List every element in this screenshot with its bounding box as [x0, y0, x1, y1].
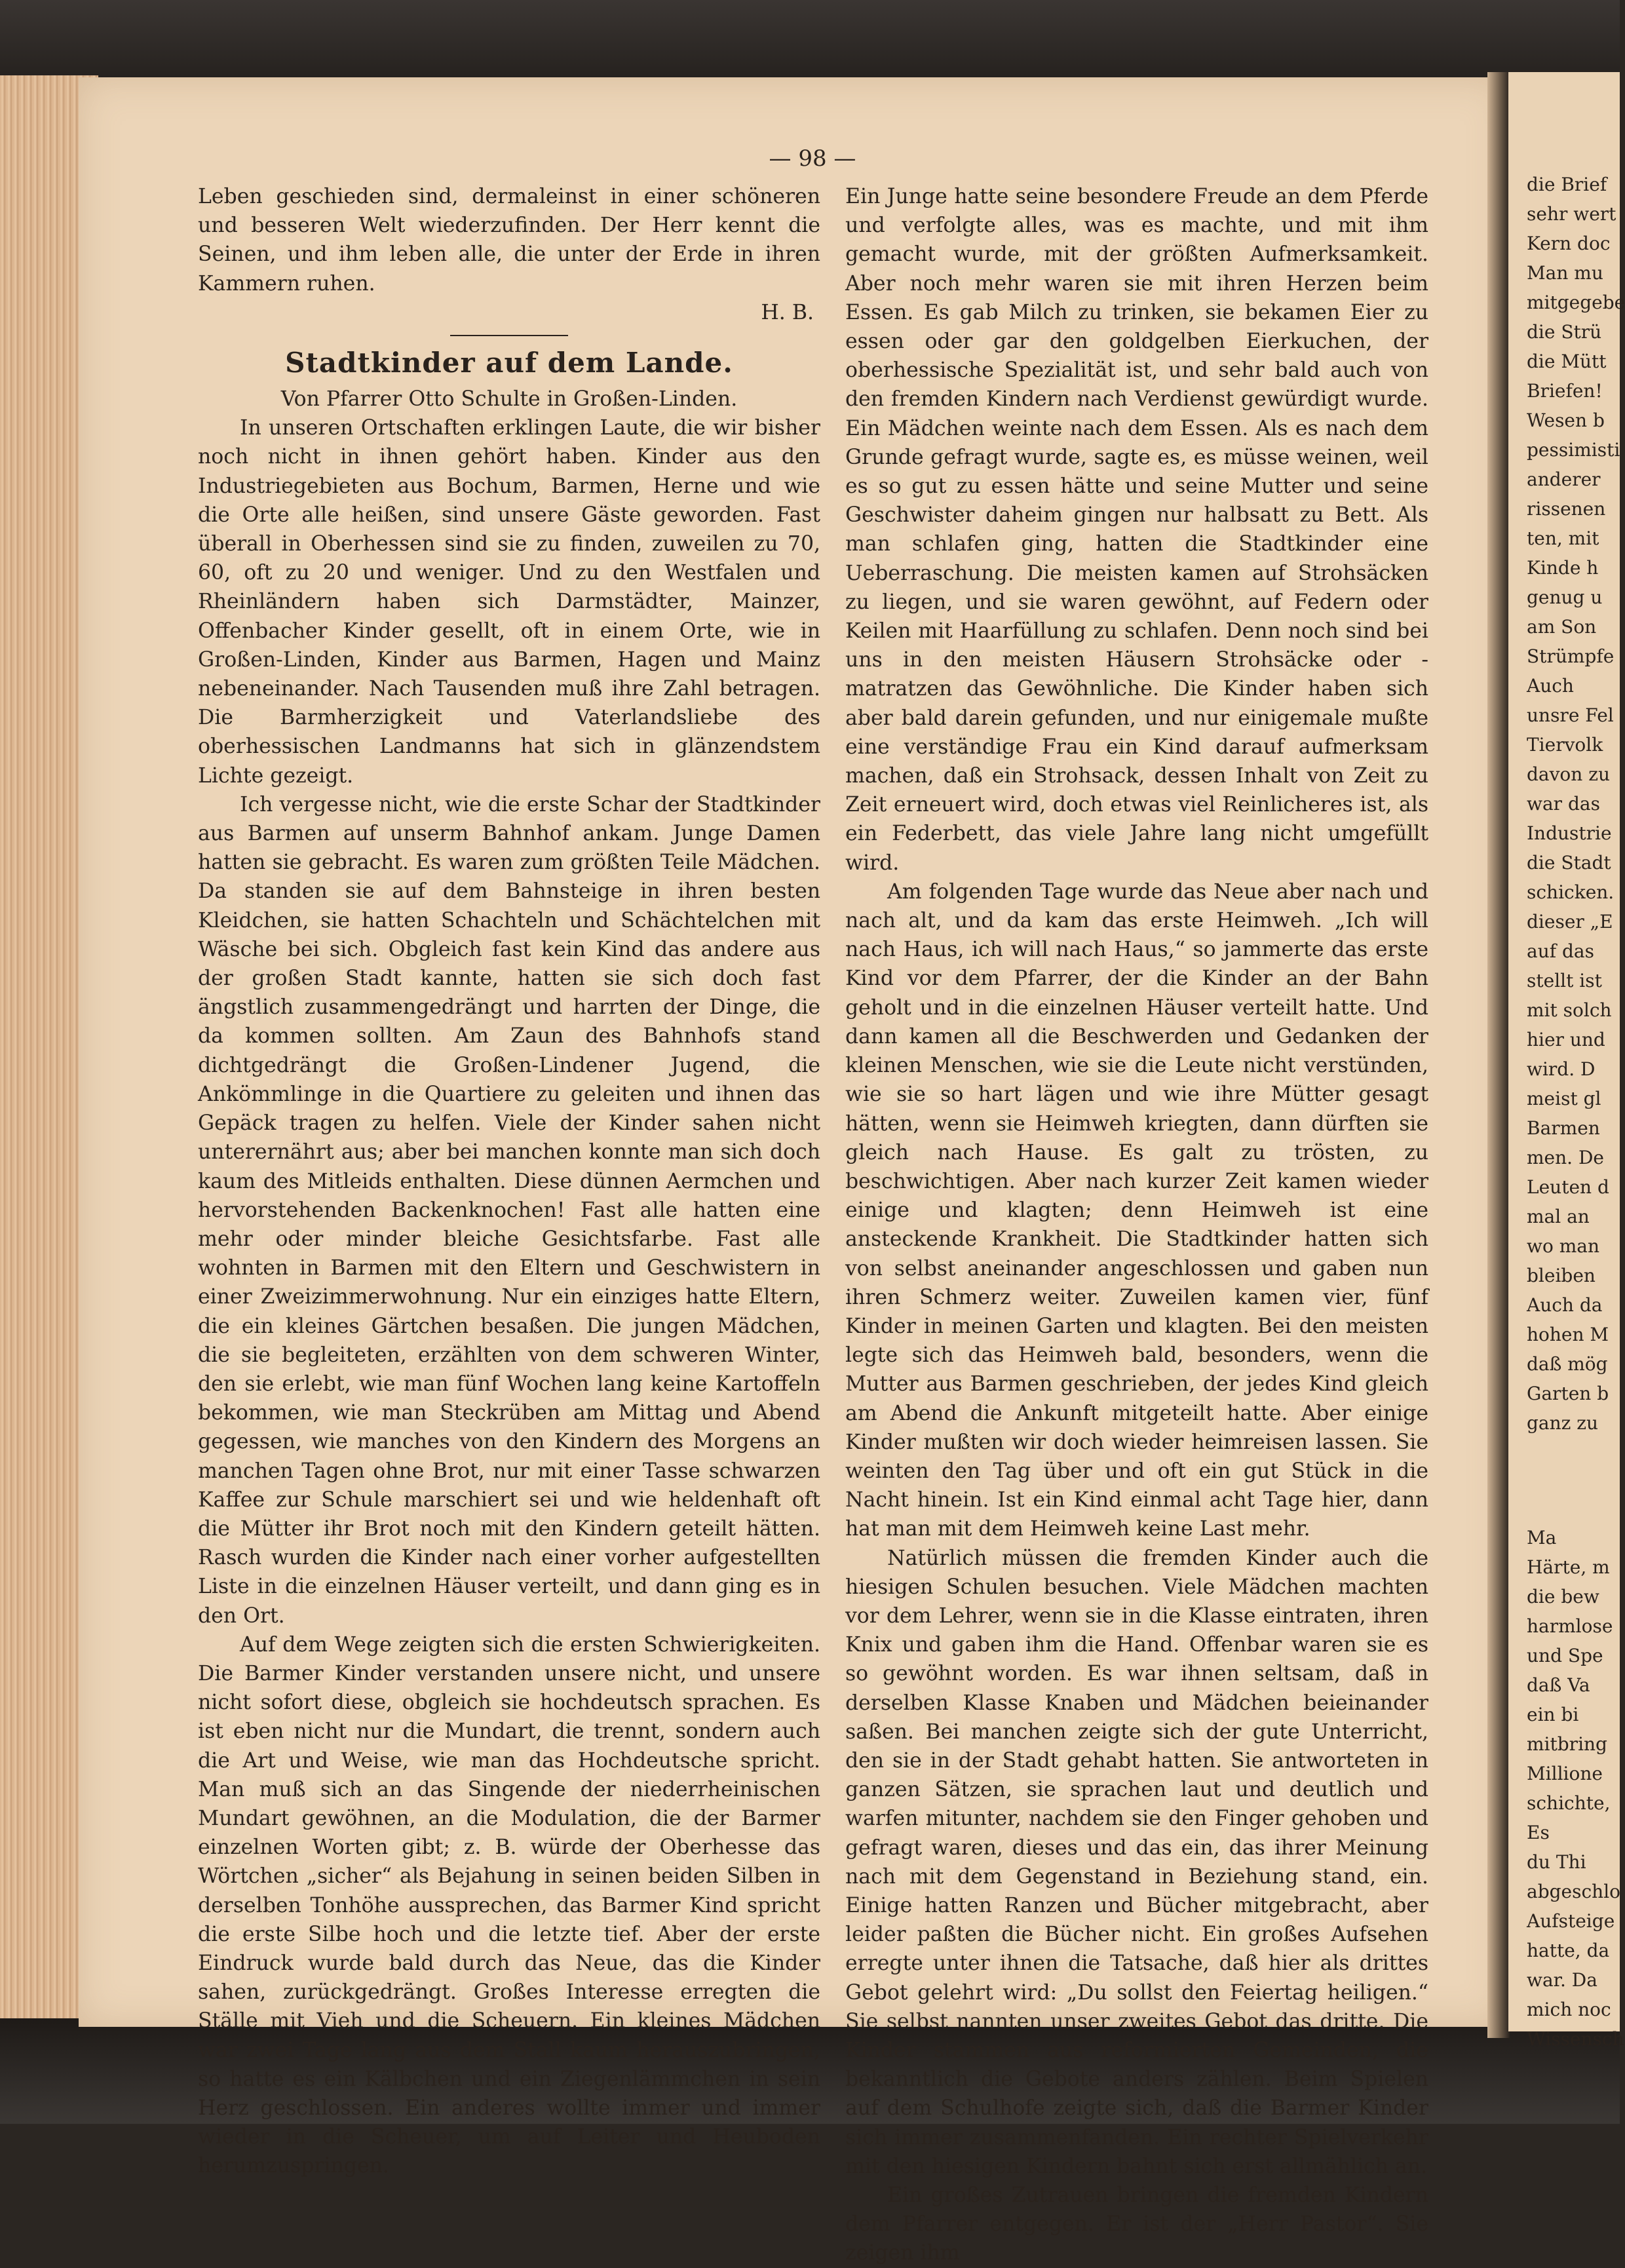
- paragraph: In unseren Ortschaften erklingen Laute, die wir bisher noch nicht in ihnen gehört haben. Kinder aus den Industriegebieten aus Bochum, Barmen, Herne und wie die Orte alle heißen, sind unsere Gäste geworden. Fast überall in Oberhessen sind sie zu finden, zuweilen zu 70, 60, oft zu 20 und weniger. Und zu den Westfalen und Rheinländern haben sich Darmstädter, Mainzer, Offenbacher Kinder gesellt, oft in einem Orte, wie in Großen-Linden, Kinder aus Barmen, Hagen und Mainz nebeneinander. Nach Tausenden muß ihre Zahl betragen. Die Barmherzigkeit und Vaterlandsliebe des oberhessischen Landmanns hat sich in glänzendstem Lichte gezeigt.: [198, 416, 820, 788]
- next-page-line-fragment: Es: [1527, 1822, 1550, 1843]
- next-page-line-fragment: Leuten d: [1527, 1176, 1609, 1198]
- next-page-line-fragment: daß mög: [1527, 1353, 1608, 1375]
- paragraph: Ich vergesse nicht, wie die erste Schar der Stadtkinder aus Barmen auf unserm Bahnhof ankam. Junge Damen hatten sie gebracht. Es waren zum größten Teile Mädchen. Da standen sie auf dem Bahnsteige in ihren besten Kleidchen, sie hatten Schachteln und Schächtelchen mit Wäsche bei sich. Obgleich fast kein Kind das andere aus der großen Stadt kannte, hatten sie sich doch fast ängstlich zusammengedrängt und harrten der Dinge, die da kommen sollten. Am Zaun des Bahnhofs stand dichtgedrängt die Großen-Lindener Jugend, die Ankömmlinge in die Quartiere zu geleiten und ihnen das Gepäck tragen zu helfen. Viele der Kinder sahen nicht unterernährt aus; aber bei manchen konnte man sich doch kaum des Mitleids enthalten. Diese dünnen Aermchen und hervorstehenden Backenknochen! Fast alle hatten eine mehr oder minder bleiche Gesichtsfarbe. Fast alle wohnten in Barmen mit den Eltern und Geschwistern in einer Zweizimmerwohnung. Nur ein einziges hatte Eltern, die ein kleines Gärtchen besaßen. Die jungen Mädchen, die sie begleiteten, erzählten von dem schweren Winter, den sie erlebt, wie man fünf Wochen lang keine Kartoffeln bekommen, wie man Steckrüben am Mittag und Abend gegessen, wie manches von den Kindern des Morgens an manchen Tagen ohne Brot, nur mit einer Tasse schwarzen Kaffee zur Schule marschiert sei und wie heldenhaft oft die Mütter ihr Brot noch mit den Kindern geteilt hätten. Rasch wurden die Kinder nach einer vorher aufgestellten Liste in die einzelnen Häuser verteilt, und dann ging es in den Ort.: [198, 792, 820, 1628]
- next-page-line-fragment: Strümpfe: [1527, 645, 1615, 667]
- next-page-line-fragment: die Brief: [1527, 174, 1607, 195]
- next-page-line-fragment: mich noc: [1527, 1999, 1611, 2020]
- next-page-line-fragment: stellt ist: [1527, 970, 1602, 991]
- next-page-line-fragment: die bew: [1527, 1586, 1599, 1607]
- next-page-line-fragment: hatte, da: [1527, 1940, 1610, 1961]
- next-page-line-fragment: Garten b: [1527, 1383, 1609, 1404]
- next-page-line-fragment: Millione: [1527, 1763, 1603, 1784]
- left-column: [198, 182, 820, 2181]
- next-page-line-fragment: Man mu: [1527, 262, 1603, 284]
- book-gutter: [1487, 72, 1510, 2038]
- next-page-line-fragment: Barmen: [1527, 1117, 1600, 1139]
- next-page-line-fragment: hohen M: [1527, 1324, 1609, 1345]
- next-page-line-fragment: Wesen b: [1527, 410, 1605, 431]
- next-page-line-fragment: am Son: [1527, 616, 1597, 638]
- next-page-line-fragment: genug u: [1527, 586, 1603, 608]
- signature: H. B.: [761, 300, 814, 324]
- next-page-line-fragment: bleiben: [1527, 1265, 1596, 1286]
- next-page-line-fragment: schichte,: [1527, 1792, 1611, 1814]
- next-page-line-fragment: men. De: [1527, 1147, 1604, 1168]
- paragraph: Natürlich müssen die fremden Kinder auch die hiesigen Schulen besuchen. Viele Mädchen machten vor dem Lehrer, wenn sie in die Klasse eintraten, ihren Knix und gaben ihm die Hand. Offenbar waren sie es so gewöhnt worden. Es war ihnen seltsam, daß in derselben Klasse Knaben und Mädchen beieinander saßen. Bei manchen zeigte sich der gute Unterricht, den sie in der Stadt gehabt hatten. Sie antworteten in ganzen Sätzen, sie sprachen laut und deutlich und warfen mitunter, nachdem sie den Finger gehoben und gefragt waren, dieses und das ein, das ihrer Meinung nach mit dem Gegenstand in Beziehung stand, ein. Einige hatten Ranzen und Bücher mitgebracht, aber leider paßten die Bücher nicht. Ein großes Aufsehen erregte unter ihnen die Tatsache, daß hier als drittes Gebot gelehrt wird: „Du sollst den Feiertag heiligen.“ Sie selbst nannten unser zweites Gebot das dritte. Die Kinder stammen aus reformierten Gemeinden, die bekanntlich die Gebote anders zählen. Beim Spielen auf dem Schulhofe zeigte sich, daß die Barmer Kinder sich immer zusammenfanden. Ein rechter Spielverkehr mit den hiesigen Kindern bahnt sich erst allmählich an.: [845, 1546, 1428, 2178]
- next-page-line-fragment: Aufsteige: [1527, 1910, 1615, 1932]
- next-page-line-fragment: wo man: [1527, 1235, 1600, 1257]
- next-page-line-fragment: pessimisti: [1527, 439, 1620, 461]
- article-byline: Von Pfarrer Otto Schulte in Großen-Linden.: [280, 387, 738, 412]
- paragraph: Ein Junge hatte seine besondere Freude an dem Pferde und verfolgte alles, was es machte, und mit ihm gemacht wurde, mit der größten Aufmerksamkeit. Aber noch mehr waren sie mit ihren Herzen beim Essen. Es gab Milch zu trinken, sie bekamen Eier zu essen oder gar den goldgelben Eierkuchen, der oberhessische Spezialität ist, und sehr bald auch von den fremden Kindern nach Verdienst gewürdigt wurde. Ein Mädchen weinte nach dem Essen. Als es nach dem Grunde gefragt wurde, sagte es, es müsse weinen, weil es so gut zu essen hätte und seine Mutter und seine Geschwister daheim gingen nur halbsatt zu Bett. Als man schlafen ging, hatten die Stadtkinder eine Ueberraschung. Die meisten kamen auf Strohsäcken zu liegen, und sie waren gewöhnt, auf Federn oder Keilen mit Haarfüllung zu schlafen. Denn noch sind bei uns in den meisten Häusern Strohsäcke oder -matratzen das Gewöhnliche. Die Kinder haben sich aber bald darein gefunden, und nur einigemale mußte eine verständige Frau ein Kind darauf aufmerksam machen, daß ein Strohsack, dessen Inhalt von Zeit zu Zeit erneuert wird, doch etwas viel Reinlicheres ist, als ein Federbett, das viele Jahre lang nicht umgefüllt wird.: [845, 185, 1428, 875]
- next-page-line-fragment: Wissensch: [1527, 2028, 1624, 2050]
- next-page-line-fragment: rissenen: [1527, 498, 1606, 520]
- article-title: Stadtkinder auf dem Lande.: [285, 347, 733, 379]
- next-page-line-fragment: mal an: [1527, 1206, 1590, 1227]
- next-page-line-fragment: Briefen!: [1527, 380, 1603, 402]
- background-top: [0, 0, 1620, 85]
- next-page-line-fragment: die Mütt: [1527, 351, 1607, 372]
- right-column: [845, 182, 1428, 2268]
- next-page-line-fragment: schicken.: [1527, 881, 1615, 903]
- next-page-line-fragment: harmlose: [1527, 1615, 1613, 1637]
- next-page-line-fragment: war das: [1527, 793, 1600, 815]
- next-page-line-fragment: ganz zu: [1527, 1412, 1599, 1434]
- next-page-line-fragment: mitgegebe: [1527, 292, 1625, 313]
- next-page-line-fragment: anderer: [1527, 469, 1601, 490]
- page-number: — 98 —: [769, 145, 856, 172]
- next-page-line-fragment: Auch: [1527, 675, 1574, 697]
- intro-paragraph: Leben geschieden sind, dermaleinst in einer schöneren und besseren Welt wiederzufinden. Der Herr kennt die Seinen, und ihm leben alle, die unter der Erde in ihren Kammern ruhen.: [198, 185, 820, 296]
- next-page-line-fragment: Industrie: [1527, 822, 1612, 844]
- next-page-line-fragment: daß Va: [1527, 1674, 1590, 1696]
- next-page-line-fragment: unsre Fel: [1527, 704, 1614, 726]
- next-page-line-fragment: abgeschlo: [1527, 1881, 1621, 1902]
- next-page-line-fragment: Auch da: [1527, 1294, 1603, 1316]
- next-page-line-fragment: Ma: [1527, 1527, 1557, 1548]
- next-page-edge: [1508, 72, 1625, 2050]
- next-page-line-fragment: die Strü: [1527, 321, 1602, 343]
- next-page-line-fragment: ein bi: [1527, 1704, 1579, 1725]
- next-page-line-fragment: und Spe: [1527, 1645, 1603, 1666]
- section-divider: [450, 335, 568, 336]
- next-page-line-fragment: mitbring: [1527, 1733, 1607, 1755]
- next-page-line-fragment: du Thi: [1527, 1851, 1586, 1873]
- next-page-line-fragment: wird. D: [1527, 1058, 1596, 1080]
- next-page-line-fragment: mit solch: [1527, 999, 1612, 1021]
- next-page-line-fragment: war. Da: [1527, 1969, 1597, 1991]
- next-page-line-fragment: ten, mit: [1527, 528, 1599, 549]
- next-page-line-fragment: Tiervolk: [1527, 734, 1603, 756]
- next-page-line-fragment: dieser „E: [1527, 911, 1613, 932]
- next-page-line-fragment: sehr wert: [1527, 203, 1616, 225]
- next-page-line-fragment: davon zu: [1527, 763, 1611, 785]
- next-page-line-fragment: die Stadt: [1527, 852, 1611, 874]
- paragraph: Auf dem Wege zeigten sich die ersten Schwierigkeiten. Die Barmer Kinder verstanden unsere nicht, und unsere nicht sofort diese, obgleich sie hochdeutsch sprachen. Es ist eben nicht nur die Mundart, die trennt, sondern auch die Art und Weise, wie man das Hochdeutsche spricht. Man muß sich an das Singende der niederrheinischen Mundart gewöhnen, an die Modulation, die der Barmer einzelnen Worten gibt; z. B. würde der Oberhesse das Wörtchen „sicher“ als Bejahung in seinen beiden Silben in derselben Tonhöhe aussprechen, das Barmer Kind spricht die erste Silbe hoch und die letzte tief. Aber der erste Eindruck wurde bald durch das Neue, das die Kinder sahen, zurückgedrängt. Großes Interesse erregten die Ställe mit Vieh und die Scheuern. Ein kleines Mädchen war zwei Tage lang aus dem Stall kaum herauszubringen, so hatte es ein Kälbchen und ein Ziegenlämmchen in sein Herz geschlossen. Ein anderes wollte immer und immer wieder in die Scheuer, um auf Leiter und Heuboden herumzuspringen.: [198, 1632, 820, 2178]
- next-page-line-fragment: hier und: [1527, 1029, 1605, 1050]
- next-page-line-fragment: meist gl: [1527, 1088, 1601, 1109]
- next-page-line-fragment: auf das: [1527, 940, 1594, 962]
- paragraph: Am folgenden Tage wurde das Neue aber nach und nach alt, und da kam das erste Heimweh. „Ich will nach Haus, ich will nach Haus,“ so jammerte das erste Kind vor dem Pfarrer, der die Kinder an der Bahn geholt und in die einzelnen Häuser verteilt hatte. Und dann kamen all die Beschwerden und Gedanken der kleinen Menschen, wie sie die Leute nicht verstünden, wie sie so hart lägen und wie ihre Mütter gesagt hätten, wenn sie Heimweh kriegten, dann dürften sie gleich nach Hause. Es galt zu trösten, zu beschwichtigen. Aber nach kurzer Zeit kamen wieder einige und klagten; denn Heimweh ist eine ansteckende Krankheit. Die Stadtkinder hatten sich von selbst aneinander angeschlossen und gaben nun ihren Schmerz weiter. Zuweilen kamen vier, fünf Kinder in meinen Garten und klagten. Bei den meisten legte sich das Heimweh bald, besonders, wenn die Mutter aus Barmen geschrieben, der jedes Kind gleich am Abend die Ankunft mitgeteilt hatte. Aber einige Kinder mußten wir doch wieder heimreisen lassen. Sie weinten den Tag über und oft ein gut Stück in die Nacht hinein. Ist ein Kind einmal acht Tage hier, dann hat man mit dem Heimweh keine Last mehr.: [845, 879, 1428, 1541]
- next-page-line-fragment: Kern doc: [1527, 233, 1611, 254]
- next-page-line-fragment: Kinde h: [1527, 557, 1599, 579]
- paragraph: Ein großes Zutrauen bringen die fremden Kindern dem Pfarrer entgegen. Er ist der „Herr Pastor“. Sie zeigen ihm: [845, 2183, 1428, 2265]
- next-page-line-fragment: Härte, m: [1527, 1556, 1610, 1578]
